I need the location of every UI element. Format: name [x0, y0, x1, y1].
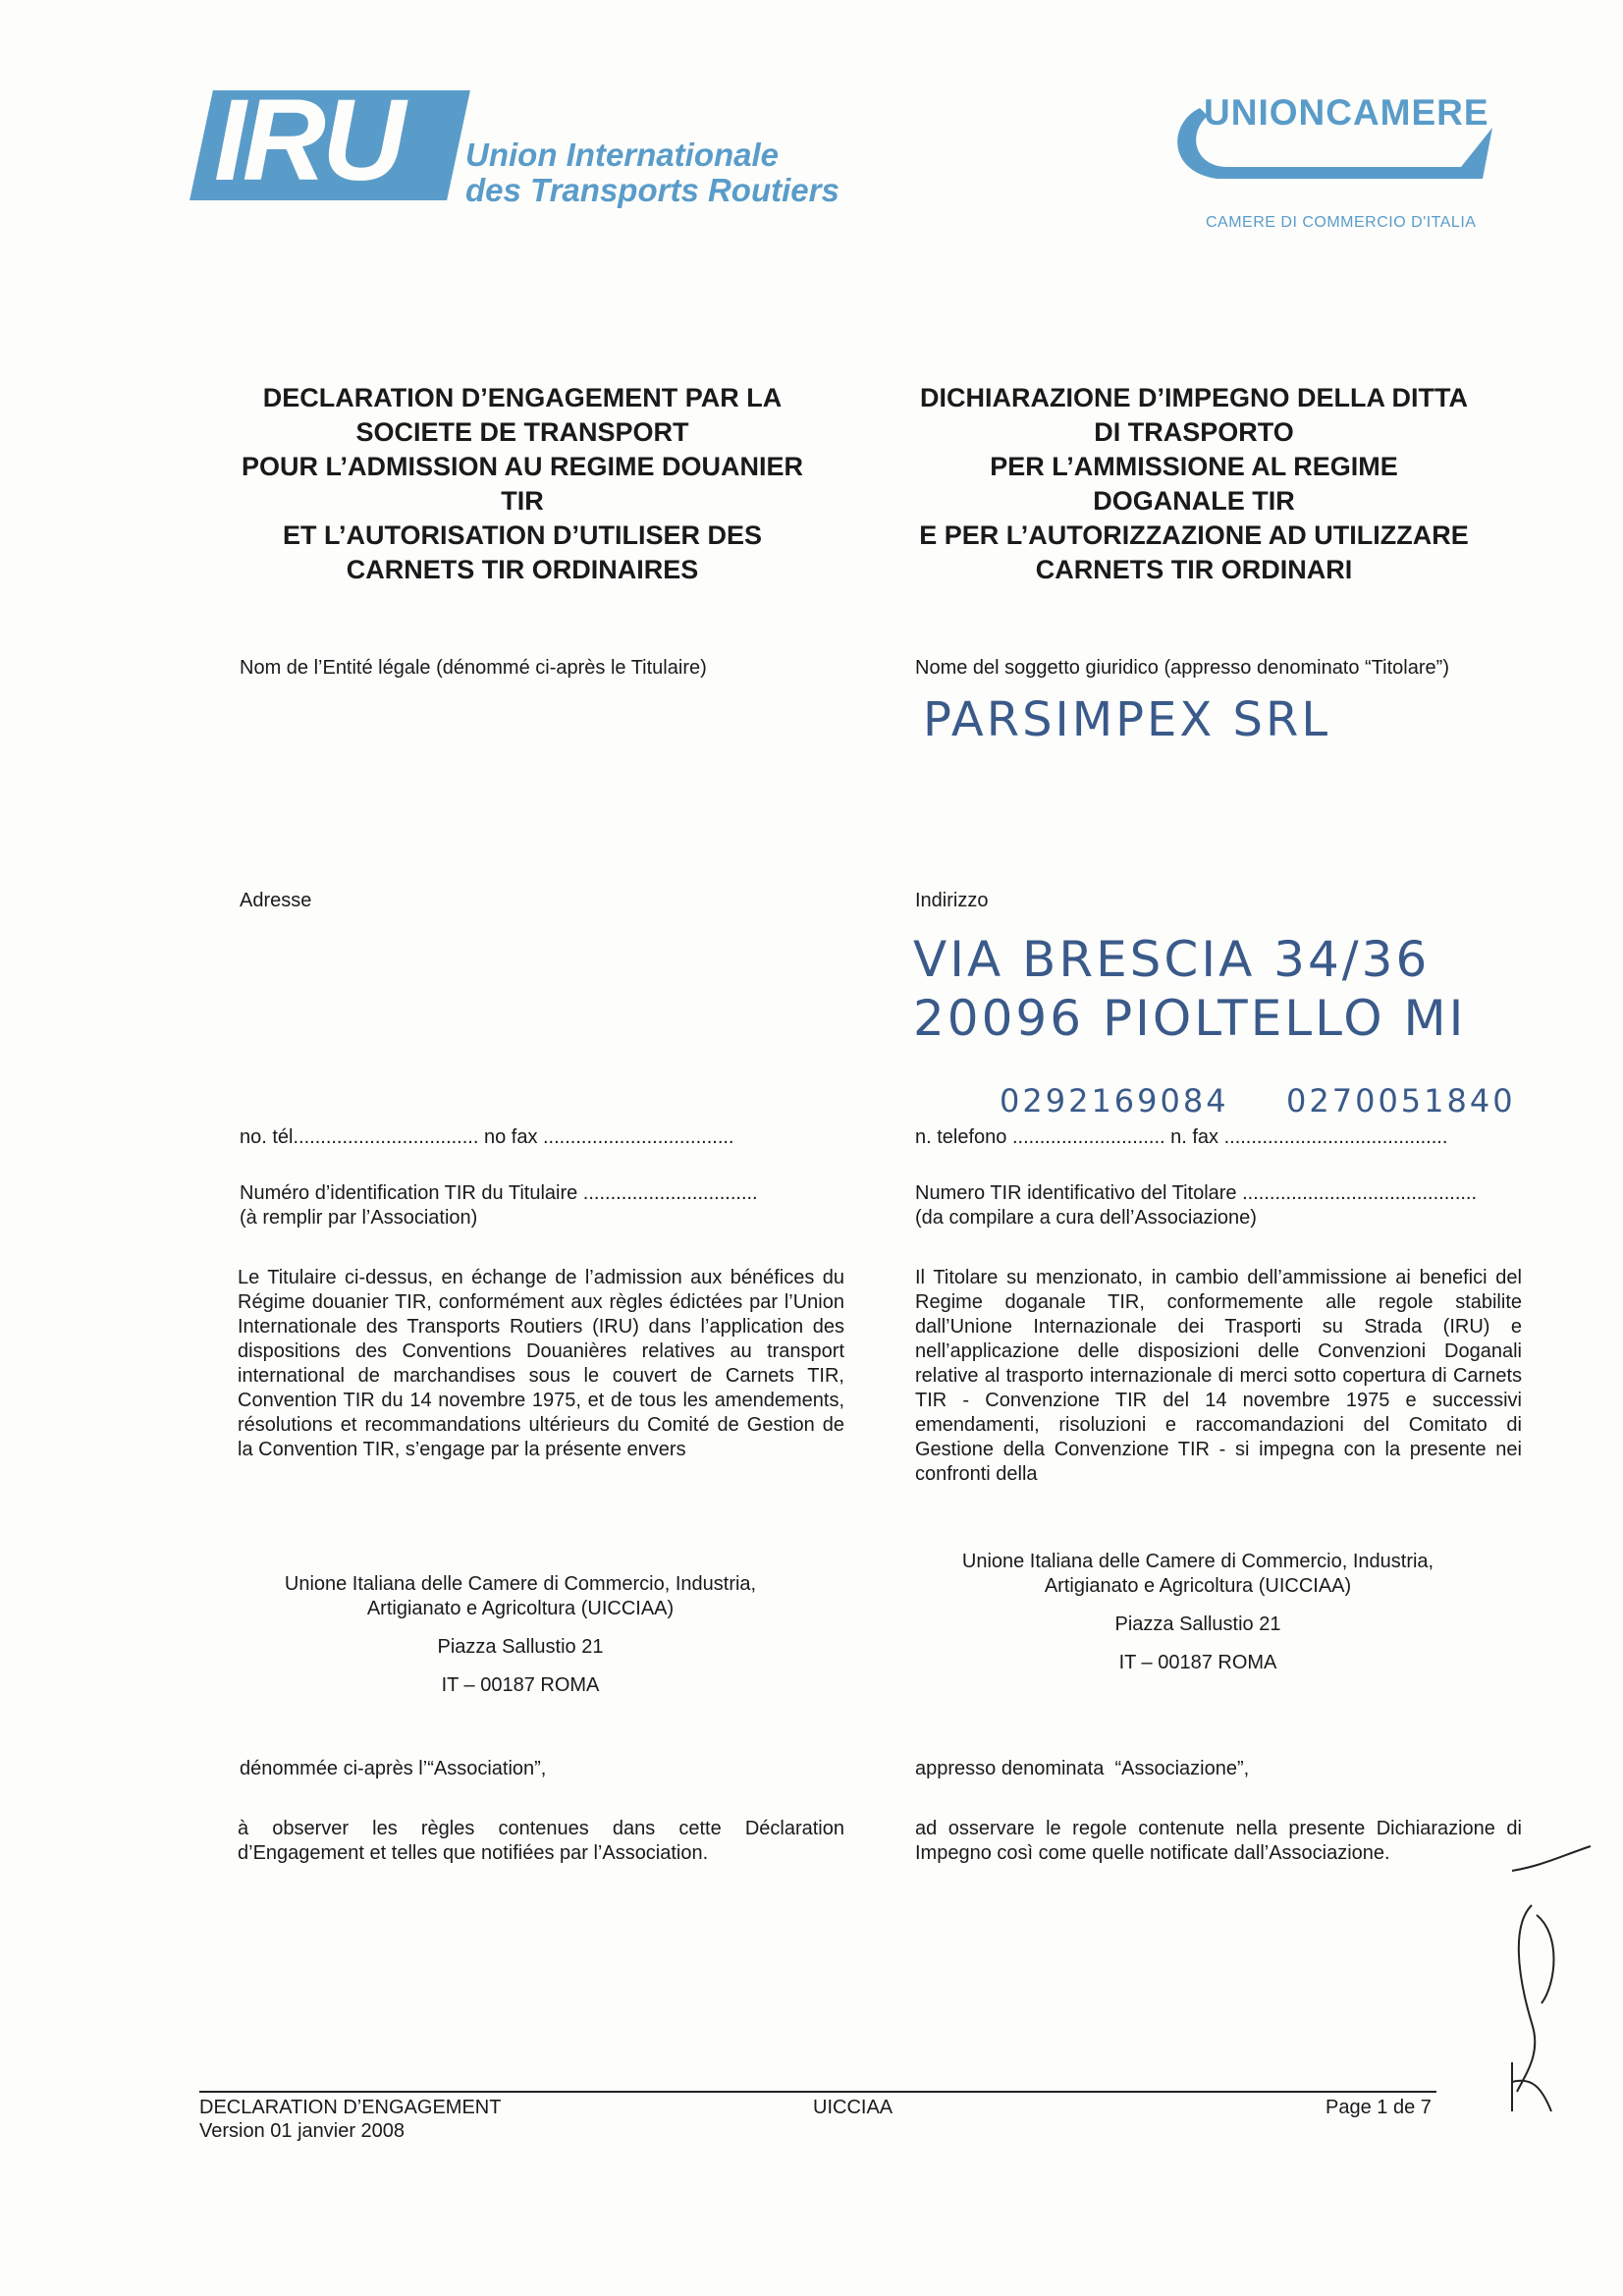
unioncamere-logo-name: UNIONCAMERE	[1204, 92, 1489, 133]
handwritten-address-line-1: VIA BRESCIA 34/36	[913, 931, 1431, 988]
title-fr-line: DECLARATION D’ENGAGEMENT PAR LA	[262, 383, 783, 412]
denominated-it: appresso denominata “Associazione”,	[915, 1758, 1250, 1779]
unioncamere-logo-subtitle: CAMERE DI COMMERCIO D'ITALIA	[1206, 214, 1477, 231]
tir-id-label-fr: Numéro d’identification TIR du Titulaire ................................	[240, 1182, 758, 1204]
entity-label-fr: Nom de l’Entité légale (dénommé ci-après le Titulaire)	[240, 657, 707, 679]
title-it-line: E PER L’AUTORIZZAZIONE AD UTILIZZARE	[919, 520, 1469, 550]
title-it-line: DI TRASPORTO	[1094, 417, 1294, 447]
association-line: IT – 00187 ROMA	[441, 1674, 600, 1696]
title-fr-line: CARNETS TIR ORDINAIRES	[346, 555, 699, 584]
denominated-fr: dénommée ci-après l’“Association”,	[240, 1758, 547, 1779]
tel-fax-line-fr: no. tél.................................. no fax ...................................	[240, 1126, 734, 1148]
tir-id-note-fr: (à remplir par l’Association)	[240, 1207, 478, 1229]
iru-name-line-1: Union Internationale	[465, 137, 780, 173]
association-line: Piazza Sallustio 21	[1114, 1613, 1281, 1635]
entity-label-it: Nome del soggetto giuridico (appresso denominato “Titolare”)	[915, 657, 1449, 679]
footer-left	[199, 2096, 501, 2143]
address-label-it: Indirizzo	[915, 890, 989, 911]
address-label-fr: Adresse	[240, 890, 312, 911]
tel-fax-line-it: n. telefono ............................ n. fax .........................................	[915, 1126, 1448, 1148]
handwritten-fax: 0270051840	[1286, 1082, 1516, 1120]
iru-logo-mark: IRU	[214, 76, 403, 205]
title-fr-line: SOCIETE DE TRANSPORT	[355, 417, 689, 447]
footer-center: UICCIAA	[813, 2097, 893, 2118]
footer-doc-title: DECLARATION D’ENGAGEMENT	[199, 2097, 502, 2118]
iru-name-line-2: des Transports Routiers	[465, 172, 839, 208]
title-it-line: DOGANALE TIR	[1093, 486, 1295, 516]
association-address-it	[903, 1550, 1492, 1675]
title-it-line: PER L’AMMISSIONE AL REGIME	[990, 452, 1398, 481]
handwritten-initials-icon	[1473, 1836, 1600, 2121]
association-line: Unione Italiana delle Camere di Commercio, Industria,	[284, 1573, 757, 1595]
tir-id-block-fr	[240, 1181, 758, 1230]
title-fr-line: TIR	[501, 486, 544, 516]
title-it-line: DICHIARAZIONE D’IMPEGNO DELLA DITTA	[920, 383, 1468, 412]
observe-rules-it: ad osservare le regole contenute nella presente Dichiarazione di Impegno così come quelle notificate dall’Associazione.	[915, 1818, 1522, 1864]
association-line: Piazza Sallustio 21	[437, 1636, 604, 1658]
iru-logo-name	[465, 137, 839, 208]
tir-id-label-it: Numero TIR identificativo del Titolare ...........................................	[915, 1182, 1478, 1204]
association-line: IT – 00187 ROMA	[1118, 1652, 1277, 1673]
association-address-fr	[226, 1572, 815, 1698]
association-line: Artigianato e Agricoltura (UICCIAA)	[366, 1598, 675, 1619]
association-line: Artigianato e Agricoltura (UICCIAA)	[1044, 1575, 1352, 1597]
association-line: Unione Italiana delle Camere di Commercio, Industria,	[961, 1551, 1434, 1572]
observe-rules-fr: à observer les règles contenues dans cette Déclaration d’Engagement et telles que notifiées par l’Association.	[238, 1818, 844, 1864]
handwritten-address-line-2: 20096 PIOLTELLO MI	[913, 990, 1467, 1047]
title-it-line: CARNETS TIR ORDINARI	[1035, 555, 1353, 584]
title-fr-line: POUR L’ADMISSION AU REGIME DOUANIER	[241, 452, 804, 481]
title-italian	[850, 381, 1538, 587]
handwritten-phone: 0292169084	[1000, 1082, 1229, 1120]
commitment-paragraph-it: Il Titolare su menzionato, in cambio dell’ammissione ai benefici del Regime doganale TIR, conformemente alle regole stabilite dall’Unione Internazionale dei Trasporti su Strada (IRU) e nell’applicazione delle disposizioni delle Convenzioni Doganali relative al trasporto internazionale di merci sotto copertura di Carnets TIR - Convenzione TIR del 14 novembre 1975 e successivi emendamenti, risoluzioni e raccomandazioni del Comitato di Gestione della Convenzione TIR - si impegna con la presente nei confronti della	[915, 1267, 1522, 1485]
footer-divider	[199, 2091, 1436, 2093]
handwritten-company-name: PARSIMPEX SRL	[923, 692, 1331, 747]
title-french	[179, 381, 866, 587]
tir-id-block-it	[915, 1181, 1477, 1230]
commitment-paragraph-fr: Le Titulaire ci-dessus, en échange de l’admission aux bénéfices du Régime douanier TIR, conformément aux règles édictées par l’Union Internationale des Transports Routiers (IRU) dans l’application des dispositions des Conventions Douanières relatives au transport international de marchandises sous le couvert de Carnets TIR, Convention TIR du 14 novembre 1975, et de tous les amendements, résolutions et recommandations ultérieurs du Comité de Gestion de la Convention TIR, s’engage par la présente envers	[238, 1267, 844, 1460]
footer-page-number: Page 1 de 7	[1325, 2097, 1432, 2118]
tir-id-note-it: (da compilare a cura dell’Associazione)	[915, 1207, 1257, 1229]
footer-version: Version 01 janvier 2008	[199, 2120, 406, 2142]
title-fr-line: ET L’AUTORISATION D’UTILISER DES	[282, 520, 763, 550]
